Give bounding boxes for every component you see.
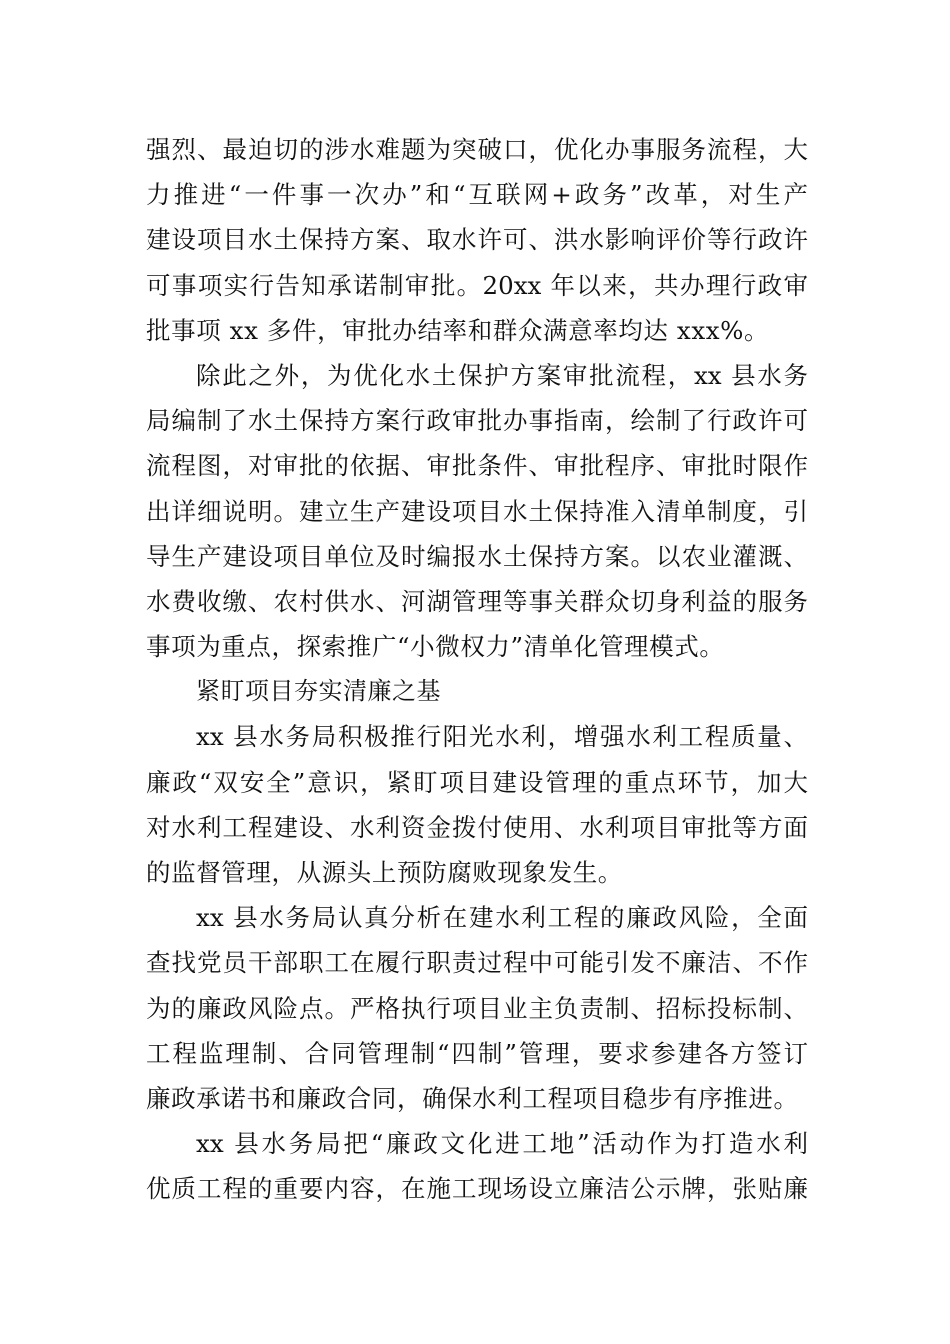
text-line: 可事项实行告知承诺制审批。20xx 年以来，共办理行政审 [146,270,808,300]
text-line: 事项为重点，探索推广“小微权力”清单化管理模式。 [146,632,725,662]
paragraph-1 [146,127,808,353]
text-line: 批事项 xx 多件，审批办结率和群众满意率均达 xxx%。 [146,315,770,345]
paragraph-2 [146,353,808,669]
paragraph-3 [146,714,808,895]
text-line: 局编制了水土保持方案行政审批办事指南，绘制了行政许可 [146,406,808,436]
text-line: 出详细说明。建立生产建设项目水土保持准入清单制度，引 [146,496,808,526]
text-line: 的监督管理，从源头上预防腐败现象发生。 [146,858,623,887]
text-line: 力推进“一件事一次办”和“互联网+政务”改革，对生产 [146,180,808,210]
text-line: 工程监理制、合同管理制“四制”管理，要求参建各方签订 [146,1038,808,1068]
text-line: 廉政“双安全”意识，紧盯项目建设管理的重点环节，加大 [146,767,808,797]
text-line: 导生产建设项目单位及时编报水土保持方案。以农业灌溉、 [146,541,808,571]
text-line: 为的廉政风险点。严格执行项目业主负责制、招标投标制、 [146,993,808,1023]
text-line: 对水利工程建设、水利资金拨付使用、水利项目审批等方面 [146,812,808,842]
text-line: 除此之外，为优化水土保护方案审批流程，xx 县水务 [196,360,808,390]
text-line: 廉政承诺书和廉政合同，确保水利工程项目稳步有序推进。 [146,1083,799,1113]
text-line: 水费收缴、农村供水、河湖管理等事关群众切身利益的服务 [146,586,808,616]
text-line: 强烈、最迫切的涉水难题为突破口，优化办事服务流程，大 [146,135,808,164]
text-line: 流程图，对审批的依据、审批条件、审批程序、审批时限作 [146,451,808,481]
text-line: 建设项目水土保持方案、取水许可、洪水影响评价等行政许 [146,225,808,255]
section-heading: 紧盯项目夯实清廉之基 [196,677,441,706]
paragraph-4 [146,895,808,1121]
text-line: xx 县水务局把“廉政文化进工地”活动作为打造水利 [196,1129,808,1159]
document-page [146,127,808,1212]
text-line: xx 县水务局认真分析在建水利工程的廉政风险，全面 [196,903,808,933]
paragraph-5 [146,1121,808,1211]
text-line: 查找党员干部职工在履行职责过程中可能引发不廉洁、不作 [146,948,808,978]
text-line: 优质工程的重要内容，在施工现场设立廉洁公示牌，张贴廉 [146,1174,808,1204]
text-line: xx 县水务局积极推行阳光水利，增强水利工程质量、 [196,722,808,752]
